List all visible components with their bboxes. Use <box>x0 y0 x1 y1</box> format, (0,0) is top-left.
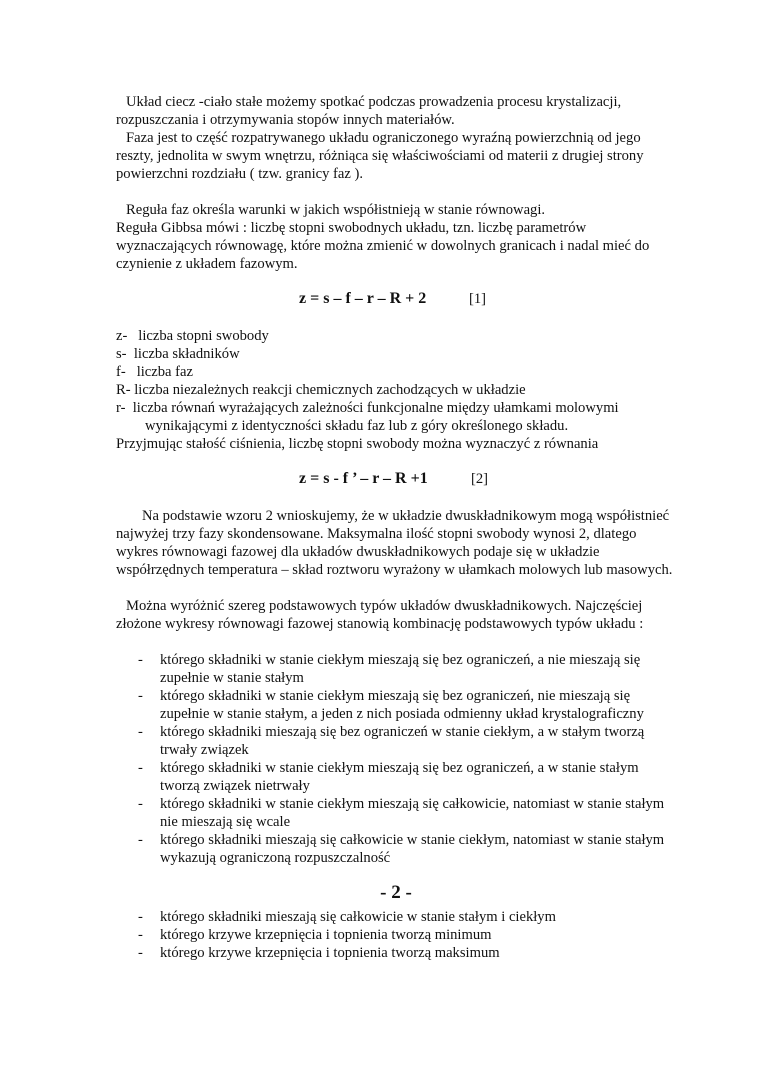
list-item-text: którego składniki w stanie ciekłym mieszają się bez ograniczeń, a nie mieszają się zupełnie w stanie stałym <box>160 652 641 686</box>
paragraph-constant-pressure: Przyjmując stałość ciśnienia, liczbę stopni swobody można wyznaczyć z równania <box>116 436 599 452</box>
paragraph-phase-rule: Reguła faz określa warunki w jakich współistnieją w stanie równowagi. <box>126 202 546 218</box>
spacer <box>116 633 676 651</box>
definition-symbol: r- <box>116 400 126 416</box>
list-item <box>116 651 676 687</box>
paragraph-gibbs-rule: Reguła Gibbsa mówi : liczbę stopni swobodnych układu, tzn. liczbę parametrów wyznaczających równowagę, które można zmienić w dowolnych granicach i nadal mieć do czynienie z układem fazowym. <box>116 220 650 272</box>
page-number: - 2 - <box>380 882 412 903</box>
formula-1 <box>116 290 676 308</box>
definition-symbol: z- <box>116 328 128 344</box>
list-item-text: którego składniki mieszają się całkowicie w stanie ciekłym, natomiast w stanie stałym wykazują ograniczoną rozpuszczalność <box>160 832 665 866</box>
paragraph-conclusion: Na podstawie wzoru 2 wnioskujemy, że w układzie dwuskładnikowym mogą współistnieć najwyżej trzy fazy skondensowane. Maksymalna ilość stopni swobody wynosi 2, dlatego wykres równowagi fazowej dla układów dwuskładnikowych podaje się w układzie współrzędnych temperatura – skład roztworu wyrażony w ułamkach molowych lub masowych. <box>116 508 673 578</box>
spacer <box>116 579 676 597</box>
list-item <box>116 759 676 795</box>
types-list-continued <box>116 908 676 962</box>
definition-symbol: s- <box>116 346 127 362</box>
bullet-dash: - <box>138 909 143 925</box>
symbol-definitions <box>116 327 676 435</box>
paragraph-intro: Układ ciecz -ciało stałe możemy spotkać podczas prowadzenia procesu krystalizacji, rozpuszczania i otrzymywania stopów innych materiałów. <box>116 94 622 128</box>
list-item-text: którego składniki w stanie ciekłym mieszają się bez ograniczeń, a w stanie stałym tworzą związek nietrwały <box>160 760 639 794</box>
list-item-text: którego składniki w stanie ciekłym mieszają się bez ograniczeń, nie mieszają się zupełnie w stanie stałym, a jeden z nich posiada odmienny układ krystalograficzny <box>160 688 644 722</box>
formula-2-expression: z = s - f ’ – r – R +1 <box>299 470 428 487</box>
definition-item <box>116 381 676 399</box>
bullet-dash: - <box>138 760 143 776</box>
bullet-dash: - <box>138 945 143 961</box>
bullet-dash: - <box>138 724 143 740</box>
list-item-text: którego krzywe krzepnięcia i topnienia tworzą minimum <box>160 927 492 943</box>
types-list <box>116 651 676 867</box>
spacer <box>116 183 676 201</box>
paragraph-phase-definition: Faza jest to część rozpatrywanego układu ograniczonego wyraźną powierzchnią od jego reszty, jednolita w swym wnętrzu, różniąca się właściwościami od materii z drugiej strony powierzchni rozdziału ( tzw. granicy faz ). <box>116 130 644 182</box>
definition-text: liczba równań wyrażających zależności funkcjonalne między ułamkami molowymi <box>132 400 619 416</box>
list-item-text: którego składniki mieszają się całkowicie w stanie stałym i ciekłym <box>160 909 556 925</box>
list-item <box>116 926 676 944</box>
formula-2-number: [2] <box>471 471 489 487</box>
definition-continuation: wynikającymi z identyczności składu faz lub z góry określonego składu. <box>145 418 569 434</box>
paragraph-types-intro: Można wyróżnić szereg podstawowych typów układów dwuskładnikowych. Najczęściej złożone wykresy równowagi fazowej stanowią kombinację podstawowych typów układu : <box>116 598 644 632</box>
definition-symbol: R- <box>116 382 131 398</box>
list-item <box>116 687 676 723</box>
bullet-dash: - <box>138 688 143 704</box>
definition-item <box>116 327 676 345</box>
formula-1-expression: z = s – f – r – R + 2 <box>299 290 427 307</box>
list-item <box>116 908 676 926</box>
document-body <box>116 93 676 962</box>
list-item <box>116 944 676 962</box>
definition-text: liczba składników <box>133 346 240 362</box>
definition-text: liczba stopni swobody <box>138 328 269 344</box>
formula-2 <box>116 470 676 488</box>
list-item <box>116 723 676 759</box>
definition-symbol: f- <box>116 364 126 380</box>
list-item-text: którego krzywe krzepnięcia i topnienia tworzą maksimum <box>160 945 500 961</box>
formula-1-number: [1] <box>469 291 487 307</box>
bullet-dash: - <box>138 832 143 848</box>
bullet-dash: - <box>138 652 143 668</box>
list-item-text: którego składniki mieszają się bez ograniczeń w stanie ciekłym, a w stałym tworzą trwały związek <box>160 724 645 758</box>
definition-item <box>116 345 676 363</box>
definition-text: liczba niezależnych reakcji chemicznych zachodzących w układzie <box>134 382 526 398</box>
bullet-dash: - <box>138 927 143 943</box>
list-item <box>116 795 676 831</box>
bullet-dash: - <box>138 796 143 812</box>
definition-item <box>116 363 676 381</box>
definition-item <box>116 399 676 435</box>
definition-text: liczba faz <box>136 364 193 380</box>
list-item <box>116 831 676 867</box>
list-item-text: którego składniki w stanie ciekłym mieszają się całkowicie, natomiast w stanie stałym nie mieszają się wcale <box>160 796 665 830</box>
